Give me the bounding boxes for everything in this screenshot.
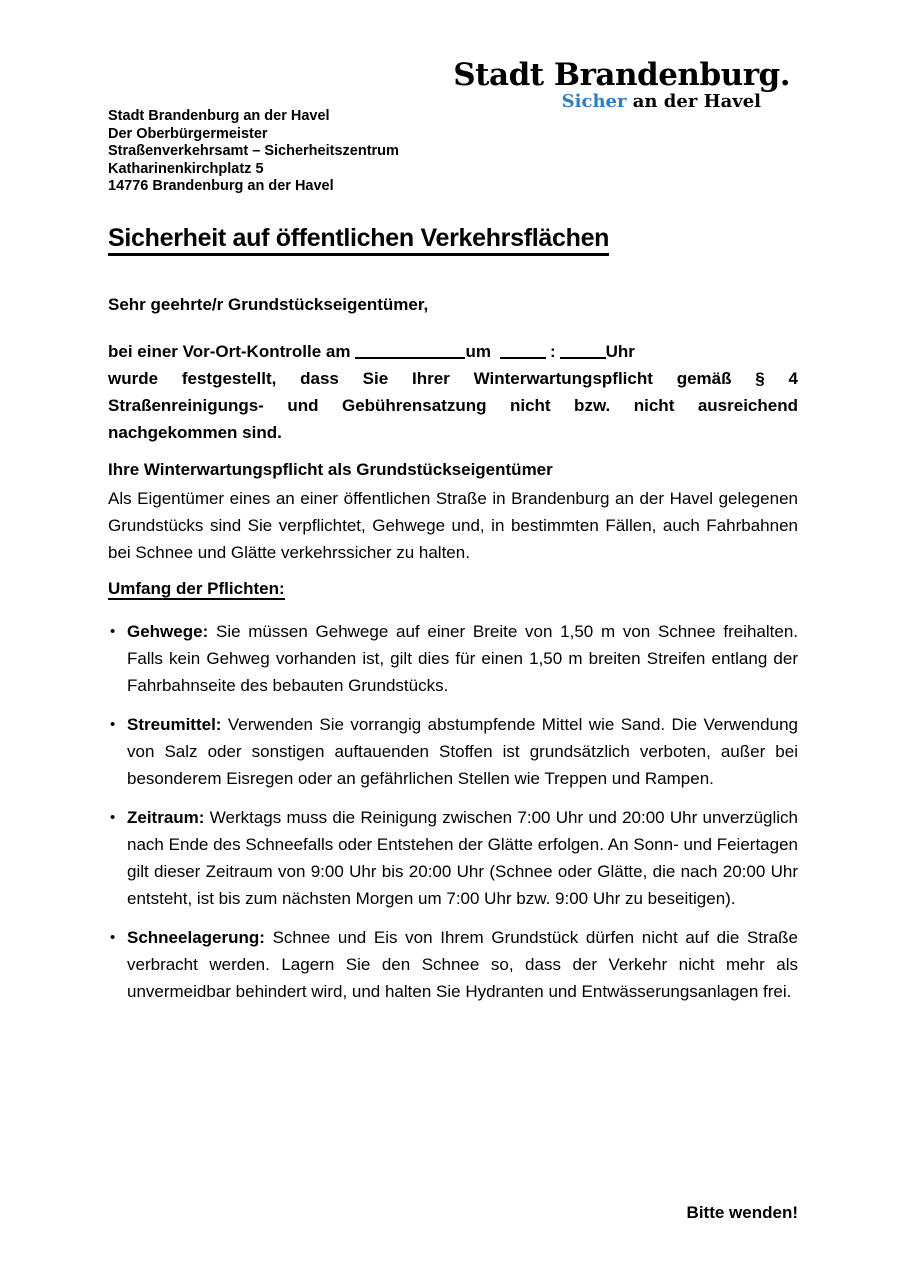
- duty-section-heading: Ihre Winterwartungspflicht als Grundstückseigentümer: [108, 460, 553, 479]
- um-label: um: [465, 342, 491, 361]
- sender-line: Stadt Brandenburg an der Havel: [108, 108, 330, 124]
- page-title: Sicherheit auf öffentlichen Verkehrsflächen: [108, 222, 798, 255]
- list-item-text: Verwenden Sie vorrangig abstumpfende Mittel wie Sand. Die Verwendung von Salz oder sonstigen auftauenden Stoffen ist grundsätzlich verboten, außer bei besonderem Eisregen oder an gefährlichen Stellen wie Treppen und Rampen.: [127, 715, 798, 788]
- list-item-text: Sie müssen Gehwege auf einer Breite von 1,50 m von Schnee freihalten. Falls kein Gehweg vorhanden ist, gilt dies für einen 1,50 m breiten Streifen entlang der Fahrbahnseite des bebauten Grundstücks.: [127, 622, 799, 695]
- list-item: [108, 711, 798, 792]
- logo-tagline-rest: an der Havel: [632, 91, 761, 112]
- list-item: [108, 618, 798, 699]
- sender-line: Straßenverkehrsamt – Sicherheitszentrum: [108, 143, 399, 159]
- list-item-label: Schneelagerung:: [127, 928, 265, 947]
- sender-line: 14776 Brandenburg an der Havel: [108, 178, 334, 194]
- sender-address-block: [108, 108, 399, 196]
- date-blank: [355, 344, 465, 359]
- duty-section-body: Als Eigentümer eines an einer öffentlichen Straße in Brandenburg an der Havel gelegenen Grundstücks sind Sie verpflichtet, Gehwege und, in bestimmten Fällen, auch Fahrbahnen bei Schnee und Glätte verkehrssicher zu halten.: [108, 489, 798, 562]
- finding-paragraph: wurde festgestellt, dass Sie Ihrer Winterwartungspflicht gemäß § 4 Straßenreinigungs- und Gebührensatzung nicht bzw. nicht ausreichend nachgekommen sind.: [108, 369, 798, 442]
- bullet-icon: •: [110, 716, 116, 733]
- salutation: Sehr geehrte/r Grundstückseigentümer,: [108, 295, 429, 314]
- letter-body: [108, 222, 798, 1017]
- time-colon: :: [549, 342, 556, 361]
- list-item: [108, 924, 798, 1005]
- bullet-icon: •: [110, 929, 116, 946]
- sender-line: Der Oberbürgermeister: [108, 125, 268, 142]
- bullet-icon: •: [110, 623, 116, 640]
- hour-blank: [500, 344, 546, 359]
- turn-page-note: Bitte wenden!: [686, 1203, 798, 1222]
- list-item-label: Gehwege:: [127, 622, 209, 641]
- list-item-label: Streumittel:: [127, 715, 222, 734]
- inspection-fill-in-line: [108, 338, 798, 365]
- uhr-label: Uhr: [605, 342, 635, 361]
- duties-list: [108, 618, 798, 1005]
- bullet-icon: •: [110, 809, 116, 826]
- list-item-label: Zeitraum:: [127, 808, 205, 827]
- sender-line: Katharinenkirchplatz 5: [108, 160, 264, 177]
- logo-tagline: [453, 92, 790, 111]
- logo-wordmark: Stadt Brandenburg.: [453, 57, 790, 93]
- list-item-text: Werktags muss die Reinigung zwischen 7:00 Uhr und 20:00 Uhr unverzüglich nach Ende des Schneefalls oder Entstehen der Glätte erfolgen. An Sonn- und Feiertagen gilt dieser Zeitraum von 9:00 Uhr bis 20:00 Uhr (Schnee oder Glätte, die nach 20:00 Uhr entsteht, ist bis zum nächsten Morgen um 7:00 Uhr bzw. 9:00 Uhr zu beseitigen).: [127, 808, 798, 908]
- list-item-text: Schnee und Eis von Ihrem Grundstück dürfen nicht auf die Straße verbracht werden. Lagern Sie den Schnee so, dass der Verkehr nicht mehr als unvermeidbar behindert wird, und halten Sie Hydranten und Entwässerungsanlagen frei.: [127, 928, 798, 1001]
- scope-section-heading: Umfang der Pflichten:: [108, 579, 285, 598]
- list-item: [108, 804, 798, 912]
- city-logo: [453, 58, 790, 111]
- minute-blank: [560, 344, 606, 359]
- logo-tagline-highlight: Sicher: [561, 91, 627, 112]
- inspection-prefix: bei einer Vor-Ort-Kontrolle am: [108, 342, 351, 361]
